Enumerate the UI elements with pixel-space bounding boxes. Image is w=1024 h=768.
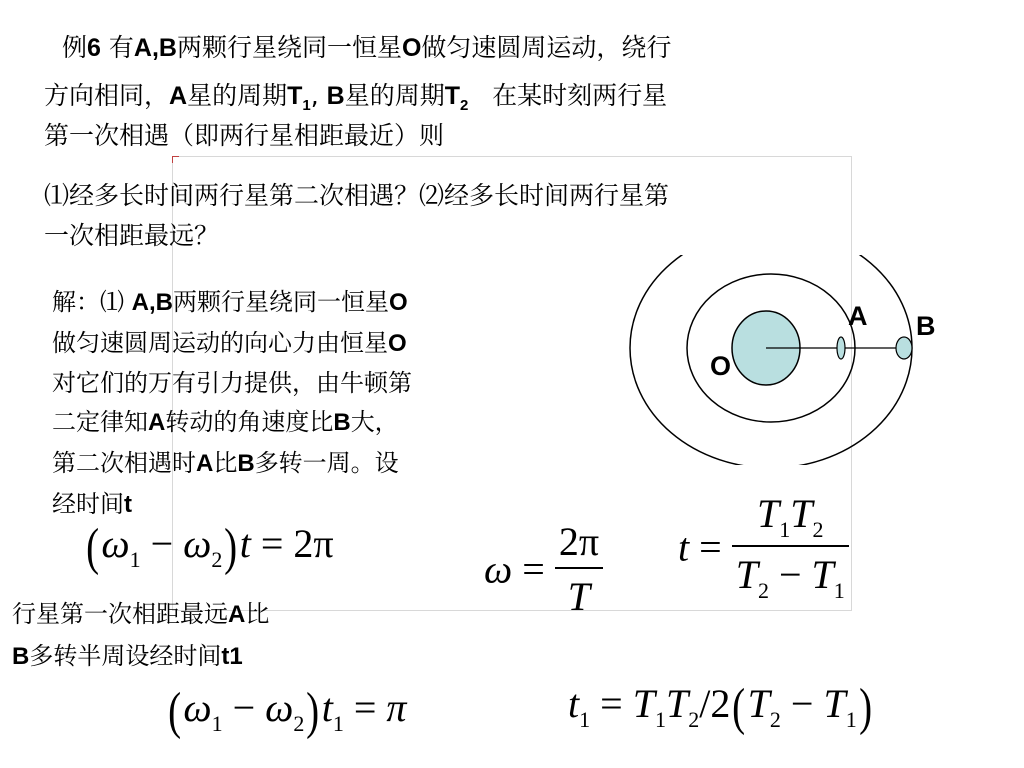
part2-line-2 — [12, 638, 243, 675]
equation-1 — [84, 518, 334, 576]
text: t1 — [221, 643, 243, 670]
example-label: 例 — [62, 33, 88, 62]
text: − — [790, 681, 814, 726]
solution-line-2 — [52, 325, 407, 362]
text: O — [388, 289, 408, 316]
text: t — [321, 685, 333, 730]
text: O — [388, 330, 407, 357]
text: B — [237, 450, 255, 477]
text — [732, 545, 849, 604]
text — [732, 490, 849, 545]
text: 1 — [129, 547, 141, 572]
paren-close: ) — [224, 518, 238, 576]
text: ⑴ — [100, 290, 124, 316]
questions-line-1 — [44, 178, 669, 215]
text: 星的周期 — [344, 81, 445, 110]
text: 做匀速圆周运动的向心力由恒星 — [52, 329, 388, 357]
text: 1 — [845, 707, 857, 732]
frame-corner-mark — [172, 156, 179, 163]
paren-close: ) — [858, 678, 872, 736]
text: 比 — [213, 449, 238, 477]
text: 1 — [579, 707, 591, 732]
text: 1 — [332, 711, 344, 736]
text: t — [678, 524, 690, 570]
problem-line-3: 第一次相遇（即两行星相距最近）则 — [44, 121, 445, 150]
example-number: 6 — [87, 34, 101, 62]
text: / — [699, 681, 711, 726]
text: ω — [101, 521, 130, 566]
text: 2 — [459, 97, 469, 114]
text: A,B — [133, 34, 177, 62]
label-a: A — [848, 301, 868, 331]
text: A — [169, 82, 188, 110]
text: 1 — [302, 97, 311, 114]
text: 2 — [769, 707, 781, 732]
text: π — [386, 685, 407, 730]
text: 比 — [245, 600, 270, 628]
text: 星的周期 — [187, 81, 288, 110]
text: 做匀速圆周运动，绕行 — [421, 33, 672, 62]
text: − — [778, 552, 802, 597]
text: 在某时刻两行星 — [492, 81, 668, 110]
planet-a — [837, 337, 845, 359]
text: ⑴ — [44, 183, 70, 210]
solution-line-1 — [52, 284, 408, 321]
solution-line-4 — [52, 404, 399, 441]
text: T — [756, 491, 780, 536]
solution-line-6 — [52, 486, 132, 523]
text: 1 — [211, 711, 223, 736]
text: T — [735, 552, 758, 597]
solution-line-5 — [52, 445, 399, 482]
text: 多转一周。设 — [254, 449, 399, 477]
text: T — [444, 82, 460, 110]
problem-line-1 — [62, 30, 671, 66]
text: ω — [183, 521, 212, 566]
text: 经时间 — [52, 490, 124, 518]
text: ω — [183, 685, 212, 730]
text: A,B — [131, 289, 173, 316]
text: = — [260, 521, 284, 566]
text: T — [747, 681, 770, 726]
text: 2π — [293, 521, 334, 566]
text: 2 — [211, 547, 223, 572]
text: 2π — [558, 519, 600, 564]
questions-line-2: 一次相距最远？ — [44, 221, 220, 250]
fraction — [732, 490, 849, 604]
text: 第二次相遇时 — [52, 449, 196, 477]
text: 两颗行星绕同一恒星 — [176, 33, 402, 62]
text: 有 — [108, 33, 134, 62]
text: ω — [484, 546, 513, 592]
text: T — [287, 82, 303, 110]
part2-line-1 — [12, 596, 269, 633]
text: B — [12, 643, 30, 670]
text: 行星第一次相距最远 — [12, 600, 228, 628]
text: 多转半周设经时间 — [29, 642, 222, 670]
text: 2 — [757, 578, 769, 603]
text: 1 — [779, 517, 791, 542]
equation-2 — [484, 518, 603, 620]
text: = — [699, 524, 722, 570]
text: , — [310, 81, 319, 110]
text: 1 — [833, 578, 845, 603]
text: ⑵ — [419, 183, 445, 210]
text: t — [124, 491, 132, 518]
text: 经多长时间两行星第 — [444, 181, 670, 210]
fraction — [555, 518, 603, 620]
text: O — [401, 34, 422, 62]
text: 2 — [812, 517, 824, 542]
text: A — [148, 409, 166, 436]
text: B — [333, 409, 351, 436]
text: = — [600, 681, 623, 726]
text: B — [326, 82, 345, 110]
text: ω — [265, 685, 294, 730]
text: 转动的角速度比 — [165, 408, 334, 436]
text: − — [232, 685, 256, 730]
text: 二定律知 — [52, 408, 148, 436]
text: T — [632, 681, 655, 726]
text: 1 — [654, 707, 666, 732]
label-o: O — [710, 351, 732, 381]
text: 方向相同， — [44, 81, 170, 110]
text: T — [811, 552, 834, 597]
text: 大， — [350, 408, 399, 436]
text: 2 — [710, 681, 731, 726]
paren-open: ( — [732, 678, 746, 736]
orbit-diagram — [620, 255, 950, 465]
text: A — [196, 450, 214, 477]
text: T — [823, 681, 846, 726]
label-b: B — [916, 311, 936, 341]
planet-b — [896, 337, 912, 359]
solution-line-3: 对它们的万有引力提供，由牛顿第 — [52, 369, 412, 397]
text: − — [150, 521, 174, 566]
paren-open: ( — [86, 518, 100, 576]
text: 2 — [293, 711, 305, 736]
text: T — [790, 491, 813, 536]
text: = — [522, 546, 545, 592]
text: t — [568, 681, 580, 726]
paren-close: ) — [306, 682, 320, 740]
text: T — [665, 681, 689, 726]
text: A — [228, 601, 246, 628]
solution-label: 解： — [52, 288, 100, 316]
paren-open: ( — [168, 682, 182, 740]
text: 经多长时间两行星第二次相遇？ — [69, 181, 420, 210]
equation-4 — [166, 682, 407, 740]
text: = — [353, 685, 377, 730]
text: T — [555, 567, 603, 620]
text: 2 — [688, 707, 700, 732]
text: 两颗行星绕同一恒星 — [172, 288, 389, 316]
equation-5 — [568, 678, 874, 736]
equation-3 — [678, 490, 849, 604]
text: t — [239, 521, 251, 566]
